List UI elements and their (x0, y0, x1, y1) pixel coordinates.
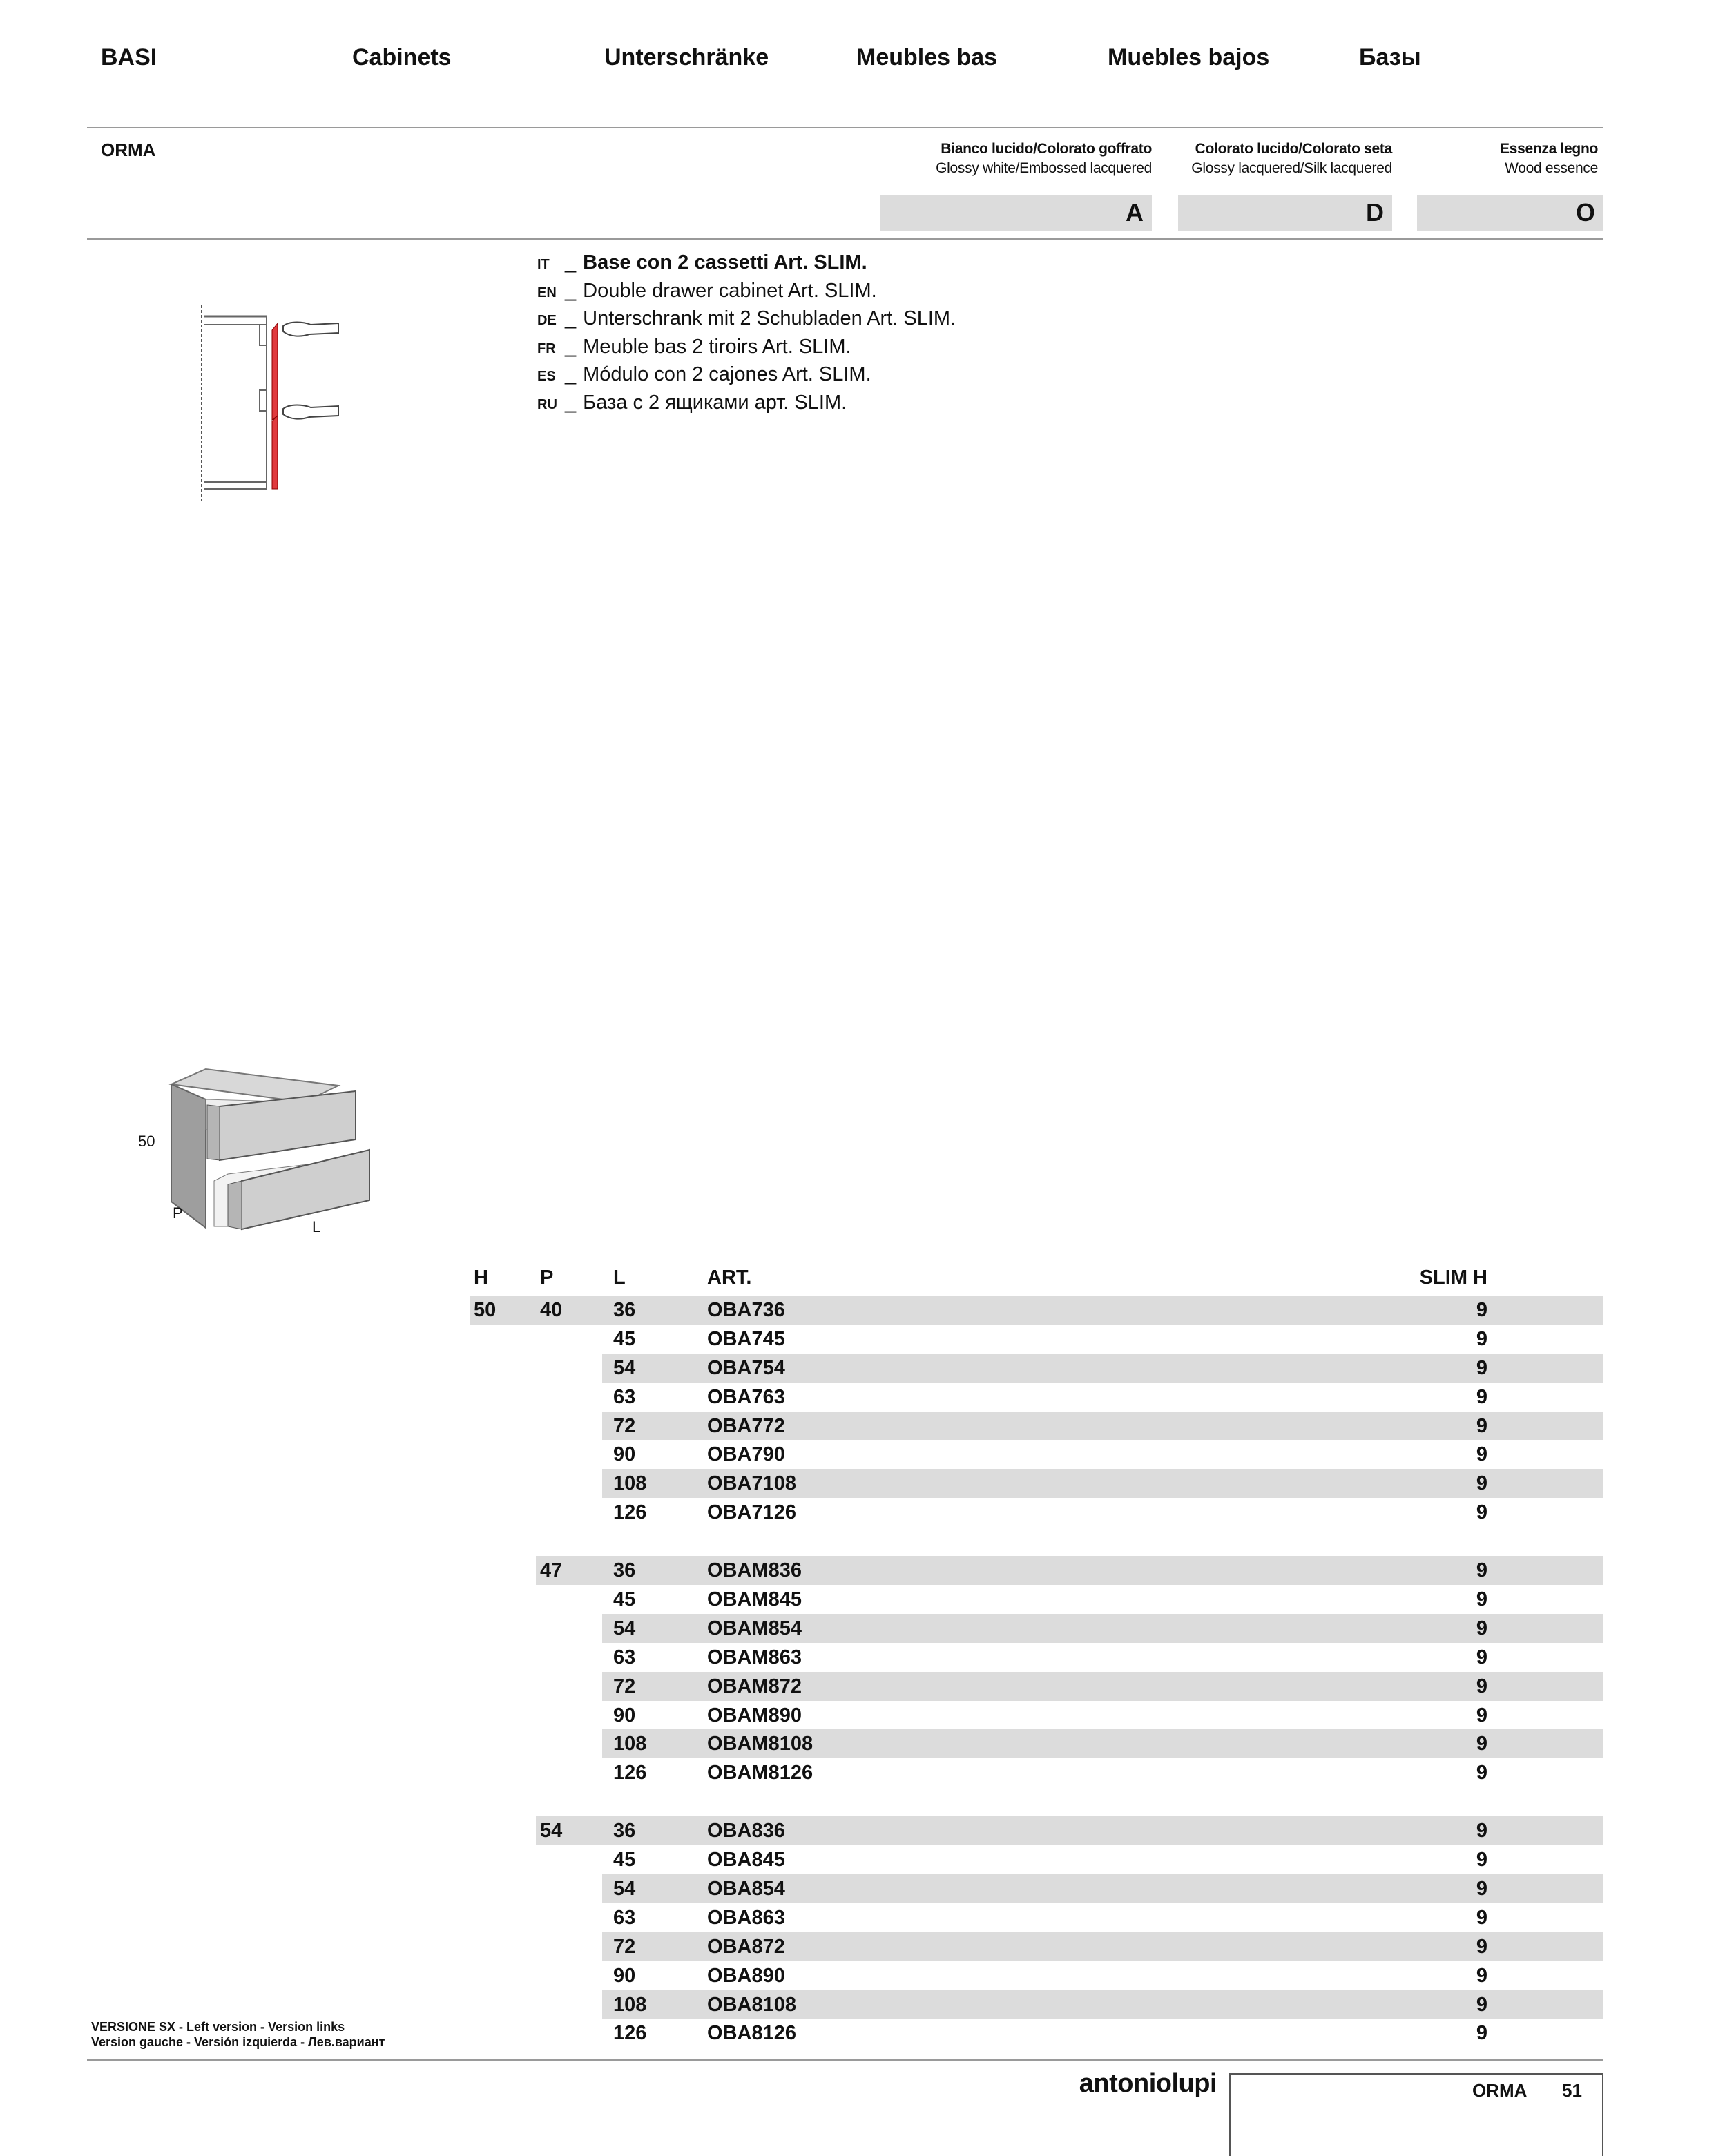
cell-slim-h: 9 (1476, 1443, 1487, 1466)
cell-l: 63 (613, 1385, 636, 1408)
cell-slim-h: 9 (1476, 1617, 1487, 1639)
footer-divider (87, 2059, 1603, 2061)
lang-code: FR (537, 340, 556, 356)
cell-art: OBA7126 (707, 1501, 796, 1524)
cell-l: 36 (613, 1820, 636, 1842)
description-list (537, 249, 956, 417)
version-note (91, 2019, 385, 2050)
table-body (470, 1296, 1603, 2048)
table-row (470, 1469, 1603, 1498)
cell-art: OBAM8108 (707, 1733, 813, 1755)
table-row (470, 2019, 1603, 2048)
table-row (470, 1383, 1603, 1412)
cell-l: 108 (613, 1472, 647, 1495)
cell-l: 63 (613, 1646, 636, 1668)
cell-slim-h: 9 (1476, 1762, 1487, 1784)
group-spacer (470, 1787, 1603, 1816)
cell-slim-h: 9 (1476, 1878, 1487, 1900)
table-row (470, 1729, 1603, 1758)
table-row (470, 1961, 1603, 1990)
table-row (470, 1701, 1603, 1730)
description-text: Base con 2 cassetti Art. SLIM. (583, 251, 867, 273)
cell-art: OBA8126 (707, 2022, 796, 2045)
table-row (470, 1412, 1603, 1441)
table-row (470, 1354, 1603, 1383)
cell-l: 45 (613, 1588, 636, 1611)
table-row (470, 1498, 1603, 1527)
cell-slim-h: 9 (1476, 1675, 1487, 1697)
description-text: База с 2 ящиками арт. SLIM. (583, 391, 847, 414)
description-ru: RU _ База с 2 ящиками арт. SLIM. (537, 389, 956, 417)
finish-d (1191, 141, 1392, 177)
category-it: BASI (101, 44, 157, 70)
cell-art: OBA890 (707, 1964, 785, 1987)
finish-code-d: D (1178, 195, 1392, 231)
cell-art: OBA790 (707, 1443, 785, 1466)
cell-slim-h: 9 (1476, 1704, 1487, 1726)
lang-code: RU (537, 396, 557, 412)
header-l: L (613, 1267, 626, 1289)
cell-art: OBAM872 (707, 1675, 802, 1697)
brand-logo-text: antoniolupi (1079, 2069, 1217, 2098)
cell-slim-h: 9 (1476, 1559, 1487, 1582)
lang-code: DE (537, 313, 557, 329)
finish-a (936, 141, 1152, 177)
description-es: ES _ Módulo con 2 cajones Art. SLIM. (537, 360, 956, 389)
description-fr: FR _ Meuble bas 2 tiroirs Art. SLIM. (537, 333, 956, 361)
cell-l: 72 (613, 1414, 636, 1437)
group-spacer (470, 1527, 1603, 1556)
lang-code: ES (537, 369, 556, 385)
cell-slim-h: 9 (1476, 1356, 1487, 1379)
page-number: 51 (1562, 2080, 1582, 2101)
finish-a-name: Bianco lucido/Colorato goffrato (941, 141, 1152, 157)
dim-height-label: 50 (138, 1133, 155, 1150)
cell-slim-h: 9 (1476, 1385, 1487, 1408)
cell-l: 126 (613, 2022, 647, 2045)
footer-box (1229, 2073, 1603, 2156)
cell-art: OBA745 (707, 1327, 785, 1350)
cell-art: OBA736 (707, 1299, 785, 1321)
cell-l: 126 (613, 1501, 647, 1524)
cell-l: 54 (613, 1356, 636, 1379)
header-divider (87, 127, 1603, 128)
description-de: DE _ Unterschrank mit 2 Schubladen Art. SLIM. (537, 305, 956, 333)
cell-l: 108 (613, 1993, 647, 2016)
cell-slim-h: 9 (1476, 1906, 1487, 1929)
cell-art: OBAM8126 (707, 1762, 813, 1784)
finish-d-name-en: Glossy lacquered/Silk lacquered (1191, 160, 1392, 176)
cell-p: 40 (540, 1299, 563, 1321)
header-p: P (540, 1267, 554, 1289)
header-art: ART. (707, 1267, 752, 1289)
cell-slim-h: 9 (1476, 1472, 1487, 1495)
header-h: H (474, 1267, 488, 1289)
cell-art: OBAM845 (707, 1588, 802, 1611)
cell-slim-h: 9 (1476, 2022, 1487, 2045)
cell-art: OBA872 (707, 1935, 785, 1958)
table-row (470, 1874, 1603, 1903)
cell-l: 126 (613, 1762, 647, 1784)
cell-slim-h: 9 (1476, 1820, 1487, 1842)
cell-slim-h: 9 (1476, 1993, 1487, 2016)
finish-code-o: O (1417, 195, 1603, 231)
table-row (470, 1296, 1603, 1325)
cell-slim-h: 9 (1476, 1935, 1487, 1958)
table-row (470, 1932, 1603, 1961)
cell-l: 36 (613, 1299, 636, 1321)
cell-art: OBA8108 (707, 1993, 796, 2016)
table-row (470, 1325, 1603, 1354)
cabinet-3d-drawing (166, 1063, 380, 1236)
cell-art: OBA772 (707, 1414, 785, 1437)
finishes-divider (87, 238, 1603, 240)
cell-slim-h: 9 (1476, 1501, 1487, 1524)
cell-slim-h: 9 (1476, 1733, 1487, 1755)
series-name: ORMA (101, 139, 156, 160)
cell-l: 72 (613, 1935, 636, 1958)
cell-h: 50 (474, 1299, 497, 1321)
cell-art: OBAM854 (707, 1617, 802, 1639)
table-row (470, 1990, 1603, 2019)
lang-code: IT (537, 257, 550, 272)
table-row (470, 1585, 1603, 1614)
description-text: Double drawer cabinet Art. SLIM. (583, 279, 877, 302)
table-row (470, 1440, 1603, 1469)
cell-art: OBA863 (707, 1906, 785, 1929)
cell-art: OBAM863 (707, 1646, 802, 1668)
article-table (470, 1267, 1603, 2048)
cell-slim-h: 9 (1476, 1849, 1487, 1871)
finish-d-name: Colorato lucido/Colorato seta (1195, 141, 1392, 157)
table-row (470, 1903, 1603, 1932)
cell-art: OBAM890 (707, 1704, 802, 1726)
table-row (470, 1672, 1603, 1701)
cell-l: 90 (613, 1443, 636, 1466)
cell-art: OBAM836 (707, 1559, 802, 1582)
description-text: Unterschrank mit 2 Schubladen Art. SLIM. (583, 307, 956, 330)
cell-l: 54 (613, 1878, 636, 1900)
category-de: Unterschränke (604, 44, 769, 70)
table-row (470, 1816, 1603, 1845)
cell-p: 54 (540, 1820, 563, 1842)
cell-slim-h: 9 (1476, 1327, 1487, 1350)
table-row (470, 1643, 1603, 1672)
description-text: Módulo con 2 cajones Art. SLIM. (583, 363, 871, 386)
footer-series: ORMA (1472, 2080, 1528, 2101)
cell-l: 45 (613, 1327, 636, 1350)
dim-depth-label: P (173, 1204, 183, 1222)
finish-o (1500, 141, 1598, 177)
cell-l: 90 (613, 1964, 636, 1987)
cell-slim-h: 9 (1476, 1964, 1487, 1987)
finish-o-name-en: Wood essence (1505, 160, 1598, 176)
finish-a-name-en: Glossy white/Embossed lacquered (936, 160, 1152, 176)
cell-art: OBA836 (707, 1820, 785, 1842)
cell-l: 90 (613, 1704, 636, 1726)
version-note-line1: VERSIONE SX - Left version - Version links (91, 2020, 345, 2034)
table-row (470, 1845, 1603, 1874)
cell-art: OBA754 (707, 1356, 785, 1379)
category-es: Muebles bajos (1108, 44, 1270, 70)
cross-section-drawing (193, 297, 352, 504)
cell-l: 108 (613, 1733, 647, 1755)
cell-art: OBA7108 (707, 1472, 796, 1495)
cell-l: 36 (613, 1559, 636, 1582)
cell-l: 72 (613, 1675, 636, 1697)
category-fr: Meubles bas (856, 44, 998, 70)
cell-l: 45 (613, 1849, 636, 1871)
description-en: EN _ Double drawer cabinet Art. SLIM. (537, 277, 956, 305)
cell-slim-h: 9 (1476, 1646, 1487, 1668)
table-row (470, 1758, 1603, 1787)
version-note-line2: Version gauche - Versión izquierda - Лев.вариант (91, 2035, 385, 2049)
cell-p: 47 (540, 1559, 563, 1582)
category-ru: Базы (1359, 44, 1421, 70)
cell-art: OBA854 (707, 1878, 785, 1900)
description-text: Meuble bas 2 tiroirs Art. SLIM. (583, 335, 851, 358)
finish-o-name: Essenza legno (1500, 141, 1598, 157)
cell-art: OBA845 (707, 1849, 785, 1871)
header-slim-h: SLIM H (1419, 1267, 1487, 1289)
finish-code-a: A (880, 195, 1152, 231)
cell-slim-h: 9 (1476, 1299, 1487, 1321)
table-row (470, 1614, 1603, 1643)
category-en: Cabinets (352, 44, 452, 70)
table-row (470, 1556, 1603, 1585)
cell-slim-h: 9 (1476, 1414, 1487, 1437)
lang-code: EN (537, 285, 557, 300)
dim-width-label: L (312, 1218, 321, 1235)
cell-slim-h: 9 (1476, 1588, 1487, 1611)
cell-art: OBA763 (707, 1385, 785, 1408)
table-header (470, 1267, 1603, 1296)
description-it: IT _ Base con 2 cassetti Art. SLIM. (537, 249, 956, 277)
cell-l: 63 (613, 1906, 636, 1929)
cell-l: 54 (613, 1617, 636, 1639)
